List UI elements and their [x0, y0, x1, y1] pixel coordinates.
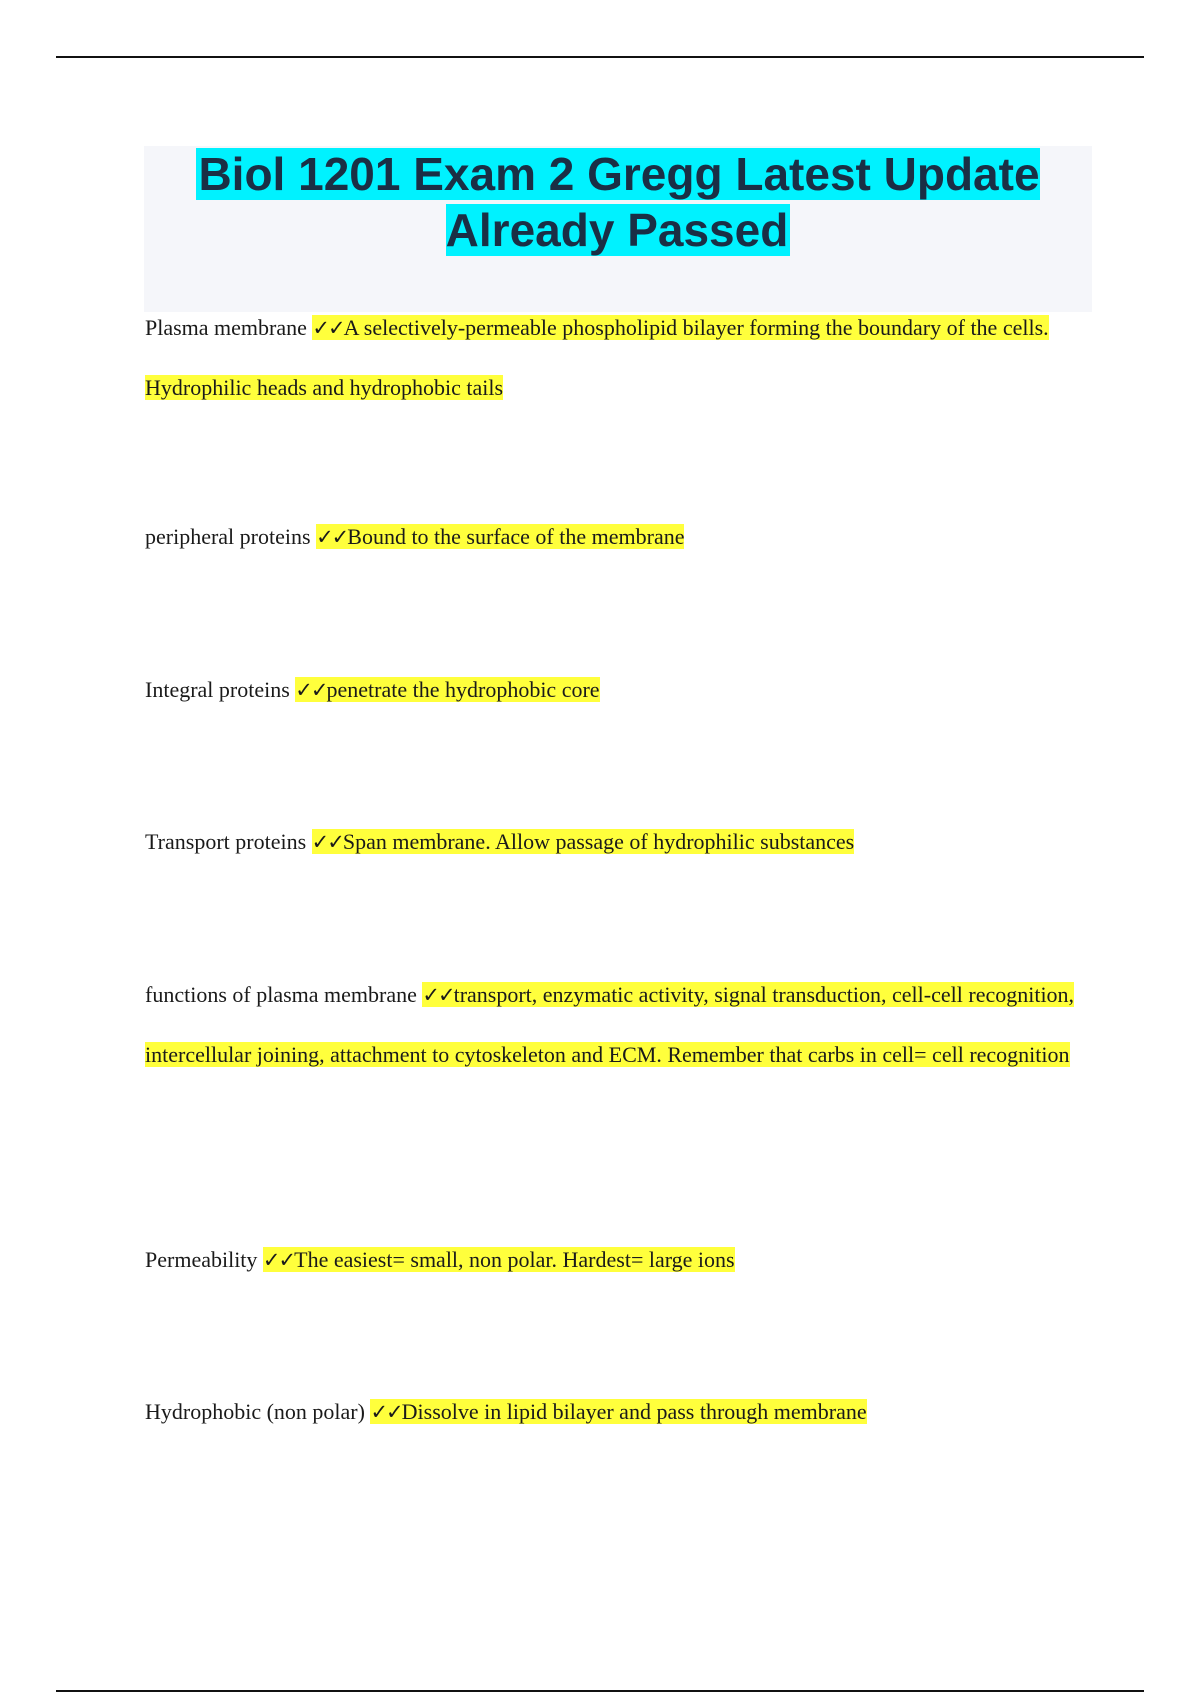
double-check-icon: ✓✓ — [262, 1248, 295, 1272]
double-check-icon: ✓✓ — [316, 525, 348, 549]
definition-text: A selectively-permeable phospholipid bilayer forming the boundary of the cells. Hydrophilic heads and hydrophobic tails — [145, 315, 1049, 400]
entry-definition — [312, 829, 855, 854]
entry-transport-proteins — [145, 812, 1090, 872]
double-check-icon: ✓✓ — [422, 983, 454, 1007]
double-check-icon: ✓✓ — [295, 678, 327, 702]
entry-definition — [263, 1247, 735, 1272]
entry-term: Plasma membrane — [145, 315, 307, 340]
entry-hydrophobic — [145, 1382, 1090, 1442]
entry-peripheral-proteins — [145, 507, 1090, 567]
entry-definition — [316, 524, 684, 549]
double-check-icon: ✓✓ — [312, 316, 344, 340]
bottom-rule — [56, 1690, 1144, 1692]
double-check-icon: ✓✓ — [311, 830, 343, 854]
top-rule — [56, 56, 1144, 58]
entry-term: Integral proteins — [145, 677, 290, 702]
definition-text: Dissolve in lipid bilayer and pass through membrane — [401, 1399, 867, 1424]
entry-integral-proteins — [145, 660, 1090, 720]
double-check-icon: ✓✓ — [370, 1400, 402, 1424]
entry-term: functions of plasma membrane — [145, 982, 417, 1007]
entry-permeability — [145, 1230, 1090, 1290]
entry-term: Permeability — [145, 1247, 258, 1272]
title-block — [144, 146, 1092, 312]
definition-text: Bound to the surface of the membrane — [347, 524, 685, 549]
entry-term: Transport proteins — [145, 829, 307, 854]
title-text: Biol 1201 Exam 2 Gregg Latest Update Already Passed — [198, 148, 1040, 256]
definition-text: transport, enzymatic activity, signal transduction, cell-cell recognition, intercellular joining, attachment to cytoskeleton and ECM. Remember that carbs in cell= cell recognition — [145, 982, 1075, 1067]
entry-term: Hydrophobic (non polar) — [145, 1399, 365, 1424]
entry-functions-of-plasma-membrane — [145, 965, 1090, 1085]
entry-definition — [295, 677, 599, 702]
entry-definition — [370, 1399, 866, 1424]
document-title — [144, 146, 1092, 258]
entry-term: peripheral proteins — [145, 524, 311, 549]
entry-plasma-membrane — [145, 298, 1090, 418]
definition-text: The easiest= small, non polar. Hardest= large ions — [294, 1247, 735, 1272]
definition-text: Span membrane. Allow passage of hydrophilic substances — [342, 829, 855, 854]
definition-text: penetrate the hydrophobic core — [326, 677, 600, 702]
